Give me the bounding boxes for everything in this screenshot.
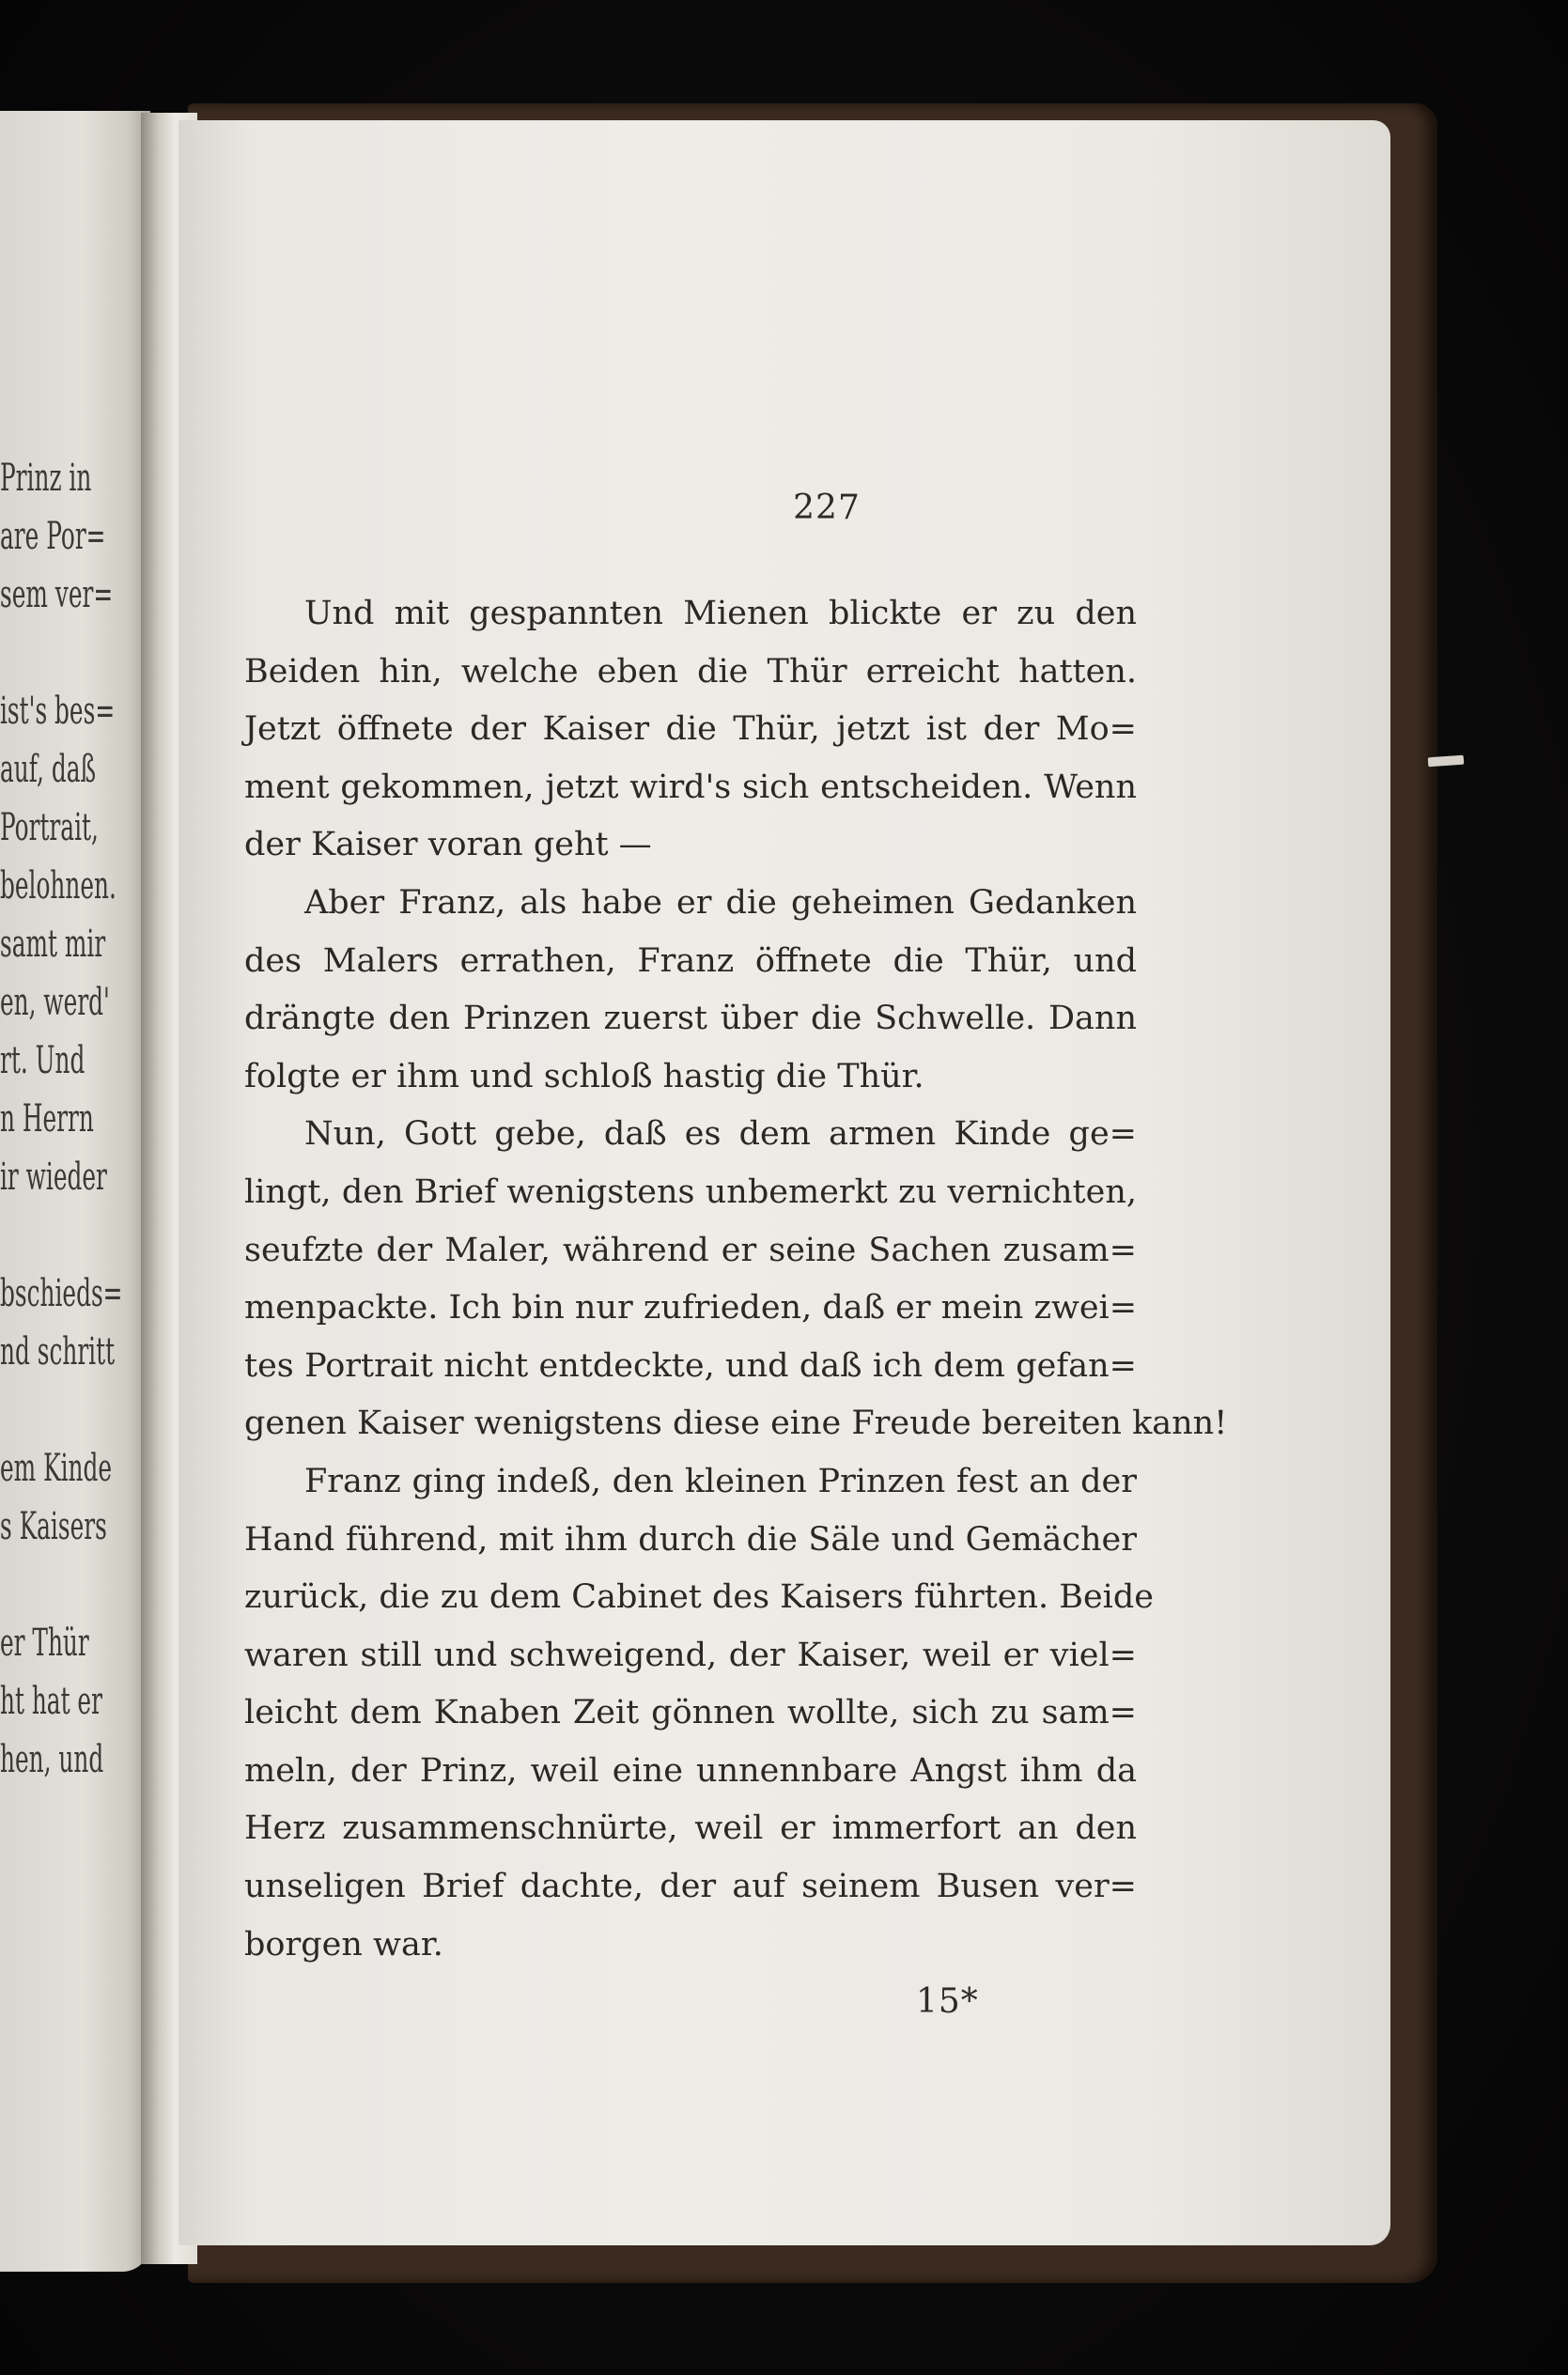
text-line: leicht dem Knaben Zeit gönnen wollte, sich zu sam= [244,1694,1137,1732]
left-page-fragment: bschieds= [0,1272,123,1315]
text-line: Herz zusammenschnürte, weil er immerfort an den [244,1809,1137,1848]
text-line: lingt, den Brief wenigstens unbemerkt zu vernichten, [244,1172,1137,1211]
text-line: Franz ging indeß, den kleinen Prinzen fest an der [304,1462,1137,1500]
text-line: des Malers errathen, Franz öffnete die Thür, und [244,941,1137,980]
text-line: menpackte. Ich bin nur zufrieden, daß er mein zwei= [244,1289,1138,1327]
text-line: ment gekommen, jetzt wird's sich entscheiden. Wenn [244,768,1137,806]
text-line: drängte den Prinzen zuerst über die Schwelle. Dann [244,1000,1137,1038]
text-line: seufzte der Maler, während er seine Sachen zusam= [244,1231,1137,1269]
left-page [0,111,150,2272]
left-page-fragment: ir wieder [0,1156,107,1199]
left-page-fragment: Portrait, [0,806,99,849]
page-tab-marker [1428,755,1465,768]
left-page-fragment: en, werd' [0,981,110,1024]
left-page-fragment: s Kaisers [0,1505,107,1548]
text-line: der Kaiser voran geht — [244,826,652,864]
left-page-fragment: ist's bes= [0,690,116,733]
text-line: waren still und schweigend, der Kaiser, weil er viel= [244,1636,1137,1674]
text-line: Und mit gespannten Mienen blickte er zu den [304,595,1137,632]
left-page-fragment: n Herrn [0,1097,94,1141]
left-page-fragment: auf, daß [0,748,97,791]
text-line: Hand führend, mit ihm durch die Säle und Gemächer [244,1520,1137,1559]
left-page-fragment: belohnen. [0,864,116,908]
left-page-fragment: hen, und [0,1738,104,1781]
right-page [179,120,1390,2245]
left-page-fragment: em Kinde [0,1447,113,1490]
text-line: borgen war. [244,1925,443,1964]
text-line: zurück, die zu dem Cabinet des Kaisers führten. Beide [244,1578,1154,1617]
left-page-fragment: nd schritt [0,1330,116,1374]
left-page-fragment: sem ver= [0,573,114,616]
left-page-fragment: are Por= [0,515,106,558]
text-line: unseligen Brief dachte, der auf seinem Busen ver= [244,1868,1137,1906]
text-line: Aber Franz, als habe er die geheimen Gedanken [304,883,1137,922]
left-page-fragment: ht hat er [0,1680,102,1723]
page-number: 227 [793,489,861,527]
text-line: Beiden hin, welche eben die Thür erreicht hatten. [244,652,1137,691]
left-page-fragment: rt. Und [0,1039,85,1082]
text-line: genen Kaiser wenigstens diese eine Freude bereiten kann! [244,1405,1228,1443]
left-page-fragment: samt mir [0,923,106,966]
text-line: Jetzt öffnete der Kaiser die Thür, jetzt ist der Mo= [244,710,1137,749]
left-page-fragment: Prinz in [0,457,92,500]
text-line: meln, der Prinz, weil eine unnennbare Angst ihm da [244,1751,1137,1790]
signature-mark: 15* [916,1982,979,2021]
body-text [244,585,1228,1974]
text-line: folgte er ihm und schloß hastig die Thür. [244,1057,924,1095]
left-page-fragment: er Thür [0,1622,89,1665]
text-line: tes Portrait nicht entdeckte, und daß ich dem gefan= [244,1346,1137,1385]
text-line: Nun, Gott gebe, daß es dem armen Kinde ge= [304,1115,1137,1154]
